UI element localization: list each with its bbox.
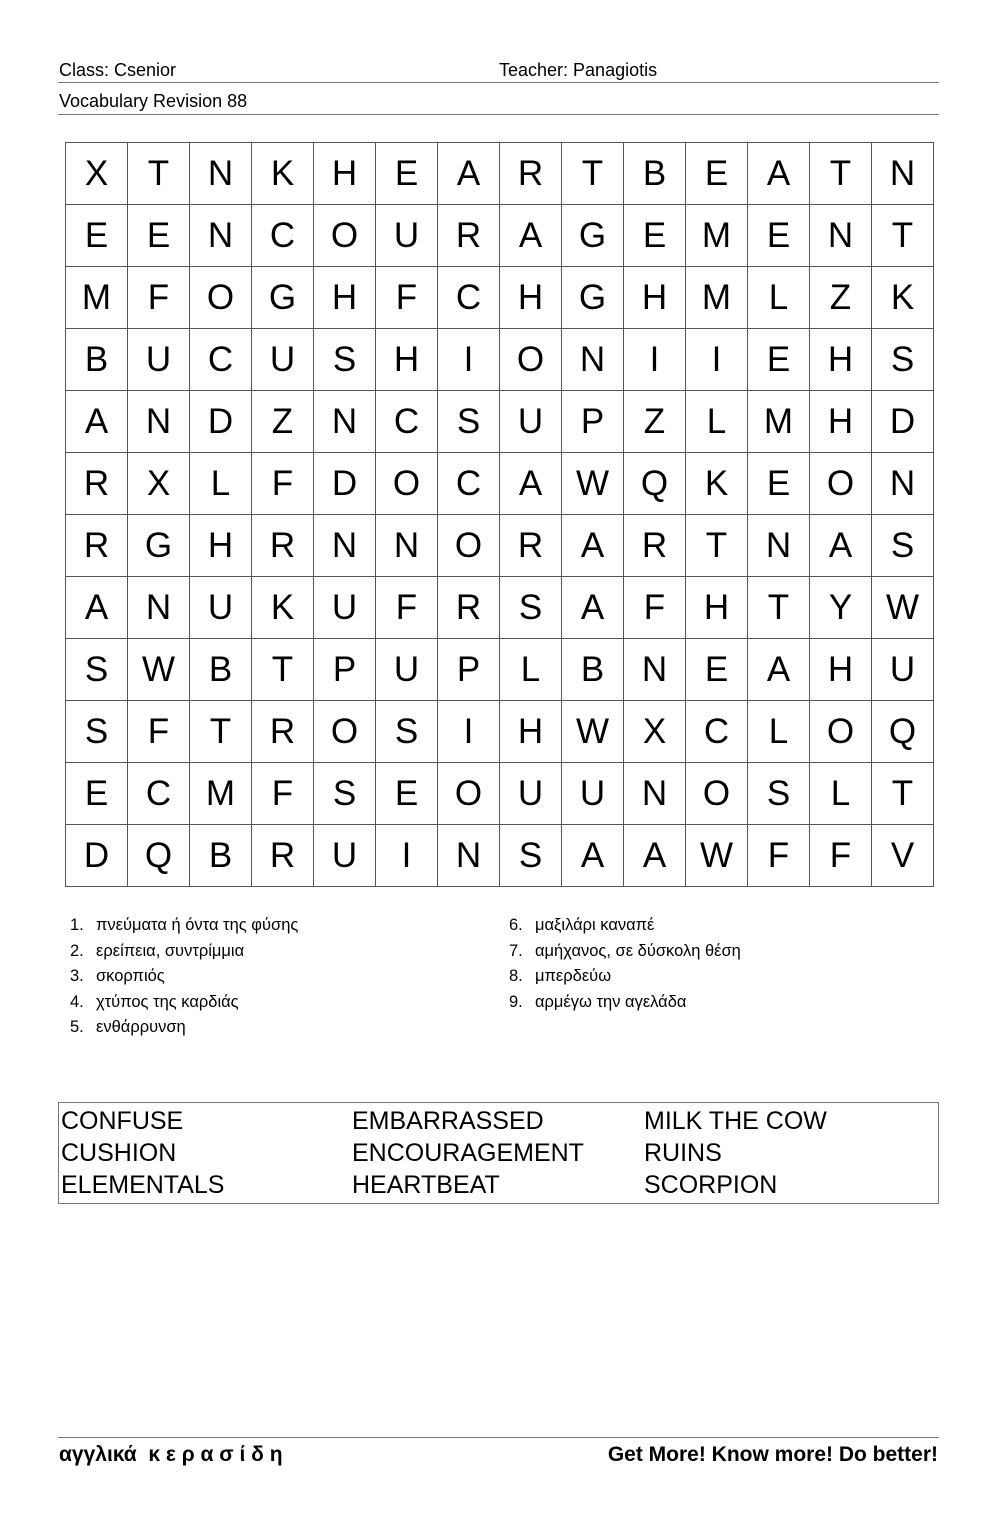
grid-cell[interactable]: L — [686, 391, 748, 453]
grid-cell[interactable]: I — [624, 329, 686, 391]
grid-cell[interactable]: F — [128, 701, 190, 763]
grid-cell[interactable]: R — [252, 825, 314, 887]
grid-cell[interactable]: U — [562, 763, 624, 825]
grid-cell[interactable]: O — [686, 763, 748, 825]
grid-cell[interactable]: H — [190, 515, 252, 577]
header-divider-top — [58, 82, 939, 83]
grid-cell[interactable]: A — [562, 825, 624, 887]
word-bank-item: CONFUSE — [61, 1107, 184, 1135]
grid-cell[interactable]: I — [686, 329, 748, 391]
grid-cell[interactable]: X — [128, 453, 190, 515]
grid-cell[interactable]: C — [438, 267, 500, 329]
grid-cell[interactable]: L — [810, 763, 872, 825]
grid-cell[interactable]: F — [810, 825, 872, 887]
grid-cell[interactable]: W — [562, 701, 624, 763]
grid-cell[interactable]: F — [624, 577, 686, 639]
word-bank-item: ELEMENTALS — [61, 1171, 225, 1199]
grid-cell[interactable]: R — [252, 701, 314, 763]
word-bank-item: EMBARRASSED — [352, 1107, 544, 1135]
clue-item: 4. χτύπος της καρδιάς — [70, 992, 239, 1011]
grid-cell[interactable]: E — [748, 453, 810, 515]
grid-cell[interactable]: U — [252, 329, 314, 391]
grid-cell[interactable]: H — [314, 143, 376, 205]
grid-cell[interactable]: W — [128, 639, 190, 701]
grid-cell[interactable]: K — [686, 453, 748, 515]
grid-cell[interactable]: N — [810, 205, 872, 267]
grid-cell[interactable]: E — [686, 143, 748, 205]
clue-list-left — [70, 913, 298, 1041]
grid-row — [66, 143, 934, 205]
grid-cell[interactable]: A — [562, 577, 624, 639]
grid-cell[interactable]: G — [562, 205, 624, 267]
grid-row — [66, 391, 934, 453]
grid-cell[interactable]: A — [438, 143, 500, 205]
grid-cell[interactable]: N — [128, 391, 190, 453]
grid-cell[interactable]: A — [562, 515, 624, 577]
grid-cell[interactable]: W — [562, 453, 624, 515]
grid-cell[interactable]: U — [872, 639, 934, 701]
clue-item: 1. πνεύματα ή όντα της φύσης — [70, 916, 299, 934]
footer-divider — [58, 1437, 939, 1438]
grid-row — [66, 577, 934, 639]
grid-cell[interactable]: I — [438, 329, 500, 391]
grid-cell[interactable]: D — [314, 453, 376, 515]
grid-cell[interactable]: U — [500, 763, 562, 825]
grid-cell[interactable]: S — [66, 701, 128, 763]
grid-cell[interactable]: U — [314, 577, 376, 639]
grid-cell[interactable]: M — [748, 391, 810, 453]
grid-cell[interactable]: N — [190, 205, 252, 267]
grid-cell[interactable]: I — [376, 825, 438, 887]
grid-cell[interactable]: C — [376, 391, 438, 453]
grid-row — [66, 329, 934, 391]
grid-cell[interactable]: S — [500, 825, 562, 887]
footer-slogan: Get More! Know more! Do better! — [607, 1443, 938, 1466]
grid-cell[interactable]: E — [376, 763, 438, 825]
word-bank-item: CUSHION — [61, 1139, 177, 1167]
grid-cell[interactable]: O — [810, 453, 872, 515]
grid-cell[interactable]: D — [872, 391, 934, 453]
grid-cell[interactable]: S — [500, 577, 562, 639]
grid-cell[interactable]: N — [314, 515, 376, 577]
grid-cell[interactable]: N — [624, 639, 686, 701]
grid-cell[interactable]: R — [252, 515, 314, 577]
grid-cell[interactable]: W — [872, 577, 934, 639]
grid-cell[interactable]: Y — [810, 577, 872, 639]
grid-cell[interactable]: N — [190, 143, 252, 205]
grid-cell[interactable]: O — [314, 701, 376, 763]
grid-cell[interactable]: E — [66, 763, 128, 825]
grid-cell[interactable]: C — [190, 329, 252, 391]
grid-cell[interactable]: X — [624, 701, 686, 763]
clue-list-right — [509, 913, 741, 1015]
grid-cell[interactable]: H — [314, 267, 376, 329]
clue-item: 7. αμήχανος, σε δύσκολη θέση — [509, 941, 741, 960]
teacher-label: Teacher: Panagiotis — [499, 60, 658, 80]
word-bank-item: RUINS — [644, 1139, 722, 1167]
word-bank-column — [61, 1105, 224, 1201]
grid-cell[interactable]: M — [66, 267, 128, 329]
grid-cell[interactable]: U — [314, 825, 376, 887]
grid-cell[interactable]: Q — [624, 453, 686, 515]
grid-cell[interactable]: E — [686, 639, 748, 701]
grid-row — [66, 825, 934, 887]
grid-row — [66, 267, 934, 329]
grid-cell[interactable]: R — [66, 515, 128, 577]
clue-item: 6. μαξιλάρι καναπέ — [509, 916, 655, 934]
grid-cell[interactable]: O — [810, 701, 872, 763]
grid-cell[interactable]: E — [66, 205, 128, 267]
grid-cell[interactable]: F — [252, 453, 314, 515]
grid-cell[interactable]: X — [66, 143, 128, 205]
word-bank-item: HEARTBEAT — [352, 1171, 500, 1199]
grid-cell[interactable]: N — [624, 763, 686, 825]
grid-cell[interactable]: M — [686, 205, 748, 267]
grid-cell[interactable]: H — [686, 577, 748, 639]
grid-cell[interactable]: T — [686, 515, 748, 577]
clue-item: 3. σκορπιός — [70, 967, 165, 985]
word-bank-column — [352, 1105, 584, 1201]
grid-cell[interactable]: U — [500, 391, 562, 453]
grid-cell[interactable]: B — [190, 639, 252, 701]
grid-cell[interactable]: Z — [252, 391, 314, 453]
grid-cell[interactable]: R — [66, 453, 128, 515]
grid-cell[interactable]: M — [190, 763, 252, 825]
grid-cell[interactable]: U — [128, 329, 190, 391]
grid-cell[interactable]: Z — [810, 267, 872, 329]
grid-cell[interactable]: A — [810, 515, 872, 577]
grid-cell[interactable]: T — [128, 143, 190, 205]
grid-cell[interactable]: S — [872, 329, 934, 391]
grid-cell[interactable]: N — [128, 577, 190, 639]
grid-cell[interactable]: S — [872, 515, 934, 577]
grid-cell[interactable]: D — [66, 825, 128, 887]
grid-cell[interactable]: W — [686, 825, 748, 887]
grid-cell[interactable]: B — [624, 143, 686, 205]
word-search-grid — [65, 142, 934, 887]
grid-cell[interactable]: C — [252, 205, 314, 267]
grid-cell[interactable]: A — [748, 143, 810, 205]
grid-cell[interactable]: C — [438, 453, 500, 515]
grid-cell[interactable]: S — [314, 329, 376, 391]
grid-cell[interactable]: N — [872, 453, 934, 515]
word-bank-item: SCORPION — [644, 1171, 778, 1199]
footer-left: αγγλικά κ ε ρ α σ ί δ η — [59, 1443, 283, 1466]
word-bank-column — [644, 1105, 827, 1201]
word-bank-item: ENCOURAGEMENT — [352, 1139, 584, 1167]
grid-cell[interactable]: T — [872, 205, 934, 267]
grid-cell[interactable]: T — [810, 143, 872, 205]
grid-cell[interactable]: H — [810, 391, 872, 453]
grid-cell[interactable]: H — [624, 267, 686, 329]
grid-cell[interactable]: F — [376, 267, 438, 329]
grid-cell[interactable]: A — [66, 391, 128, 453]
grid-cell[interactable]: R — [438, 205, 500, 267]
grid-cell[interactable]: S — [748, 763, 810, 825]
grid-cell[interactable]: H — [500, 267, 562, 329]
grid-row — [66, 453, 934, 515]
grid-cell[interactable]: E — [748, 329, 810, 391]
grid-row — [66, 515, 934, 577]
grid-cell[interactable]: H — [376, 329, 438, 391]
grid-cell[interactable]: C — [128, 763, 190, 825]
grid-row — [66, 701, 934, 763]
grid-cell[interactable]: B — [66, 329, 128, 391]
grid-cell[interactable]: H — [810, 639, 872, 701]
grid-cell[interactable]: R — [500, 143, 562, 205]
grid-cell[interactable]: T — [562, 143, 624, 205]
grid-cell[interactable]: P — [562, 391, 624, 453]
grid-cell[interactable]: U — [190, 577, 252, 639]
grid-cell[interactable]: C — [686, 701, 748, 763]
grid-cell[interactable]: F — [128, 267, 190, 329]
grid-cell[interactable]: O — [438, 763, 500, 825]
grid-cell[interactable]: A — [500, 453, 562, 515]
grid-cell[interactable]: G — [128, 515, 190, 577]
grid-cell[interactable]: Z — [624, 391, 686, 453]
grid-cell[interactable]: L — [500, 639, 562, 701]
grid-cell[interactable]: G — [562, 267, 624, 329]
grid-cell[interactable]: K — [252, 577, 314, 639]
word-bank-item: MILK THE COW — [644, 1107, 827, 1135]
grid-cell[interactable]: T — [872, 763, 934, 825]
grid-cell[interactable]: N — [314, 391, 376, 453]
grid-cell[interactable]: O — [190, 267, 252, 329]
grid-row — [66, 205, 934, 267]
clue-item: 5. ενθάρρυνση — [70, 1018, 186, 1036]
grid-cell[interactable]: D — [190, 391, 252, 453]
grid-cell[interactable]: F — [748, 825, 810, 887]
clue-item: 2. ερείπεια, συντρίμμια — [70, 941, 245, 960]
grid-cell[interactable]: L — [190, 453, 252, 515]
grid-cell[interactable]: N — [562, 329, 624, 391]
grid-cell[interactable]: O — [314, 205, 376, 267]
grid-cell[interactable]: N — [376, 515, 438, 577]
grid-cell[interactable]: L — [748, 267, 810, 329]
grid-cell[interactable]: R — [624, 515, 686, 577]
grid-cell[interactable]: Q — [128, 825, 190, 887]
grid-cell[interactable]: A — [624, 825, 686, 887]
clue-item: 9. αρμέγω την αγελάδα — [509, 992, 687, 1011]
grid-cell[interactable]: H — [810, 329, 872, 391]
grid-row — [66, 763, 934, 825]
grid-cell[interactable]: F — [376, 577, 438, 639]
grid-cell[interactable]: Q — [872, 701, 934, 763]
grid-cell[interactable]: R — [500, 515, 562, 577]
page-title: Vocabulary Revision 88 — [59, 91, 248, 111]
grid-cell[interactable]: U — [376, 205, 438, 267]
grid-cell[interactable]: F — [252, 763, 314, 825]
header-divider-bottom — [58, 114, 939, 115]
grid-cell[interactable]: V — [872, 825, 934, 887]
grid-cell[interactable]: P — [438, 639, 500, 701]
grid-cell[interactable]: O — [500, 329, 562, 391]
grid-cell[interactable]: T — [748, 577, 810, 639]
grid-cell[interactable]: S — [438, 391, 500, 453]
grid-cell[interactable]: H — [500, 701, 562, 763]
grid-cell[interactable]: P — [314, 639, 376, 701]
grid-cell[interactable]: S — [314, 763, 376, 825]
grid-cell[interactable]: K — [872, 267, 934, 329]
grid-row — [66, 639, 934, 701]
grid-cell[interactable]: A — [66, 577, 128, 639]
grid-cell[interactable]: A — [748, 639, 810, 701]
class-label: Class: Csenior — [59, 60, 177, 80]
grid-cell[interactable]: N — [872, 143, 934, 205]
grid-cell[interactable]: A — [500, 205, 562, 267]
grid-cell[interactable]: E — [624, 205, 686, 267]
grid-cell[interactable]: T — [190, 701, 252, 763]
grid-cell[interactable]: B — [190, 825, 252, 887]
grid-cell[interactable]: S — [376, 701, 438, 763]
grid-cell[interactable]: R — [438, 577, 500, 639]
grid-cell[interactable]: I — [438, 701, 500, 763]
grid-cell[interactable]: T — [252, 639, 314, 701]
clue-item: 8. μπερδεύω — [509, 967, 612, 985]
grid-cell[interactable]: K — [252, 143, 314, 205]
grid-cell[interactable]: E — [376, 143, 438, 205]
grid-cell[interactable]: B — [562, 639, 624, 701]
grid-cell[interactable]: U — [376, 639, 438, 701]
grid-cell[interactable]: N — [748, 515, 810, 577]
grid-cell[interactable]: S — [66, 639, 128, 701]
grid-cell[interactable]: G — [252, 267, 314, 329]
grid-cell[interactable]: N — [438, 825, 500, 887]
grid-cell[interactable]: O — [438, 515, 500, 577]
grid-cell[interactable]: E — [748, 205, 810, 267]
grid-cell[interactable]: M — [686, 267, 748, 329]
word-bank — [58, 1102, 939, 1204]
grid-cell[interactable]: O — [376, 453, 438, 515]
grid-cell[interactable]: E — [128, 205, 190, 267]
grid-cell[interactable]: L — [748, 701, 810, 763]
